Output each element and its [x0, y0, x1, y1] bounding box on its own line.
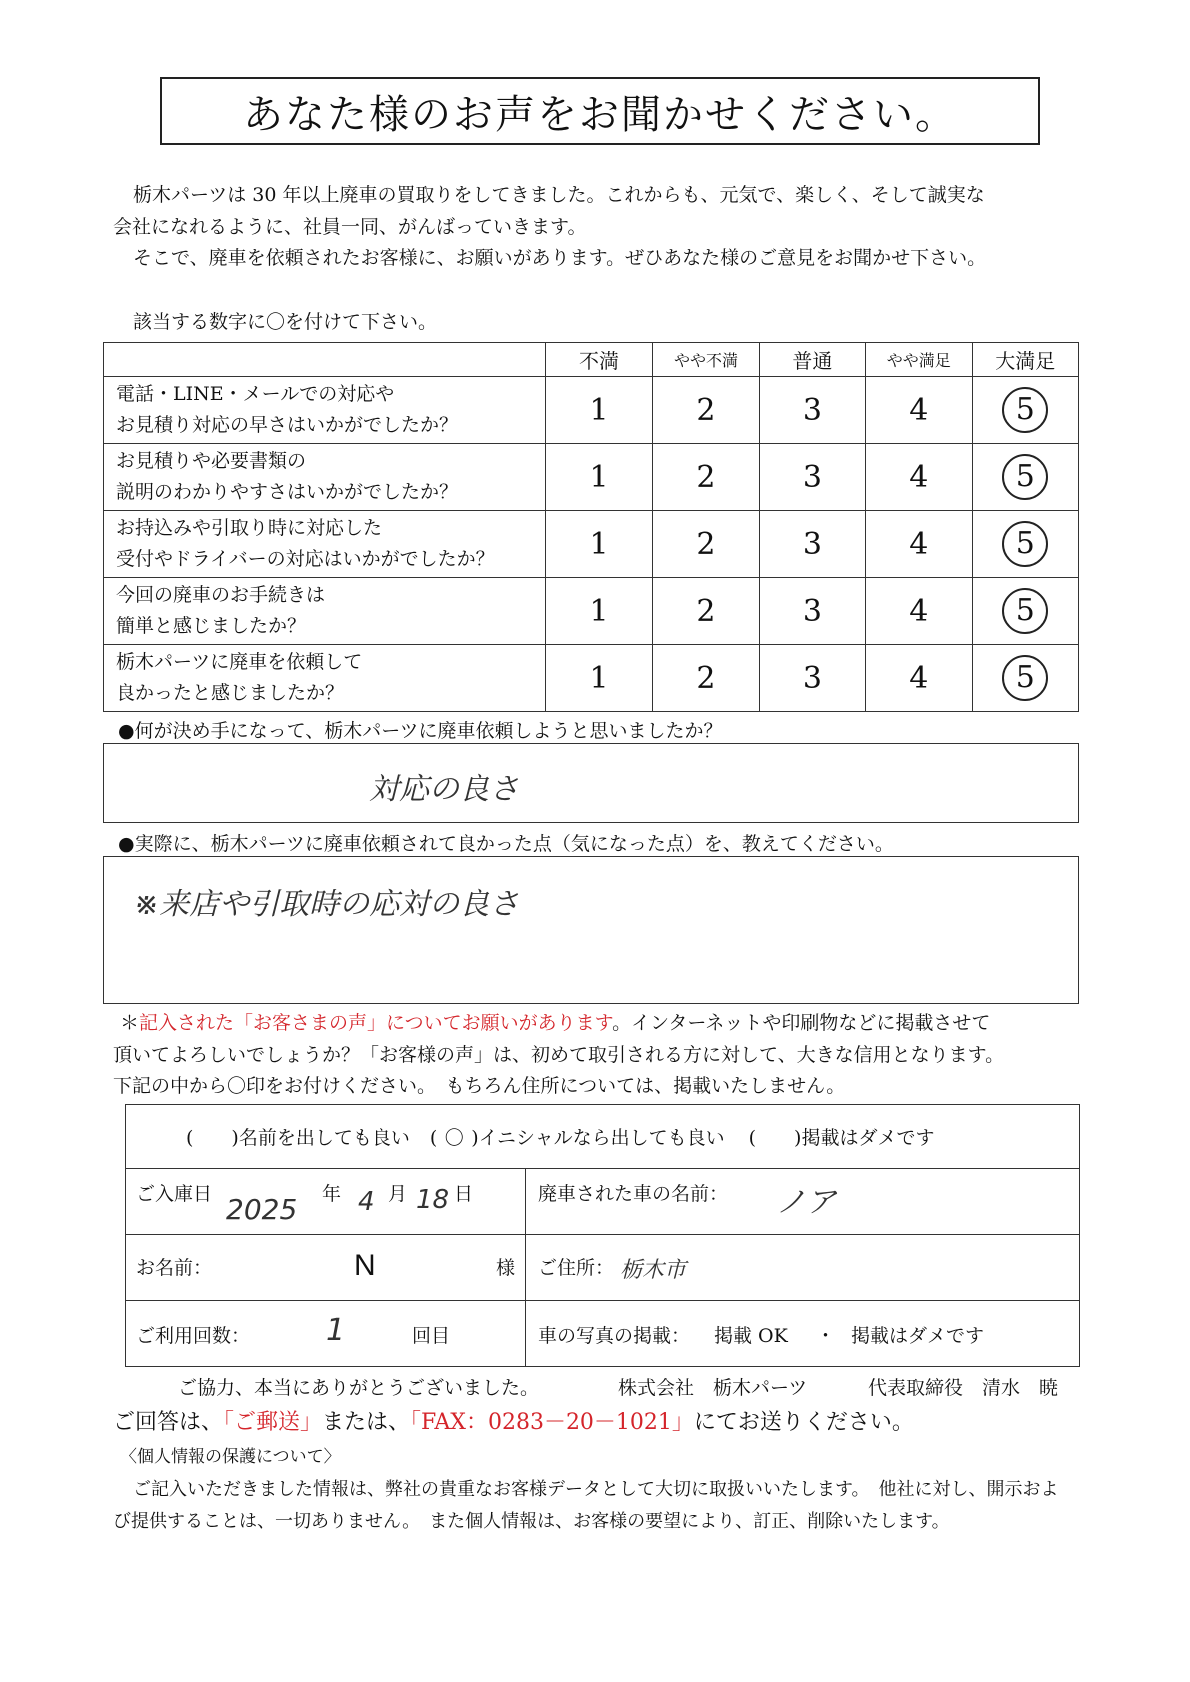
rating-option[interactable]: 3	[759, 377, 865, 444]
title-box	[160, 77, 1040, 145]
intro-line-3: そこで、廃車を依頼されたお客様に、お願いがあります。ぜひあなた様のご意見をお聞かせ下さい。	[133, 247, 987, 269]
question-1-answer-box[interactable]	[103, 743, 1079, 823]
date-cell[interactable]	[126, 1169, 526, 1235]
day-label: 日	[454, 1183, 474, 1205]
survey-question: 電話・LINE・メールでの対応や お見積り対応の早さはいかがでしたか？	[104, 377, 546, 444]
photo-cell[interactable]	[526, 1301, 1080, 1367]
survey-row	[104, 444, 1079, 511]
survey-question: お持込みや引取り時に対応した 受付やドライバーの対応はいかがでしたか？	[104, 511, 546, 578]
rating-option[interactable]: 4	[866, 377, 972, 444]
rating-option-selected[interactable]	[972, 444, 1078, 511]
notice-line-1: ＊記入された「お客さまの声」についてお願いがあります。インターネットや印刷物などに掲載させて	[120, 1012, 991, 1034]
rating-option[interactable]: 4	[866, 578, 972, 645]
rating-option[interactable]: 2	[653, 578, 759, 645]
circled-rating: 5	[1002, 521, 1048, 567]
rating-option-selected[interactable]	[972, 377, 1078, 444]
rating-option-selected[interactable]	[972, 645, 1078, 712]
company-name: 株式会社 栃木パーツ	[618, 1377, 808, 1399]
consent-option-initial[interactable]: ( 〇 )イニシャルなら出しても良い	[429, 1127, 725, 1149]
question-2-answer: ※来店や引取時の応対の良さ	[134, 887, 520, 922]
intro-line-2: 会社になれるように、社員一同、がんばっていきます。	[113, 216, 587, 238]
name-cell[interactable]	[126, 1235, 526, 1301]
rating-option[interactable]: 1	[545, 511, 652, 578]
consent-table	[125, 1104, 1080, 1367]
consent-option-name[interactable]: ( )名前を出しても良い	[186, 1127, 410, 1149]
usage-value: 1	[326, 1313, 346, 1348]
rating-option[interactable]: 2	[653, 444, 759, 511]
circled-rating: 5	[1002, 588, 1048, 634]
consent-options-cell	[126, 1105, 1080, 1169]
col-header: 大満足	[972, 343, 1078, 377]
name-label: お名前：	[136, 1257, 213, 1279]
car-value: ノア	[776, 1185, 836, 1220]
circled-rating: 5	[1002, 454, 1048, 500]
notice-red-text: 記入された「お客さまの声」についてお願いがあります	[139, 1012, 613, 1034]
survey-question: 栃木パーツに廃車を依頼して 良かったと感じましたか？	[104, 645, 546, 712]
survey-header-blank	[104, 343, 546, 377]
rating-option[interactable]: 2	[653, 377, 759, 444]
form-row-usage	[126, 1301, 1080, 1367]
usage-cell[interactable]	[126, 1301, 526, 1367]
privacy-line-2: び提供することは、一切ありません。 また個人情報は、お客様の要望により、訂正、削除いたします。	[113, 1511, 950, 1532]
name-suffix: 様	[496, 1257, 516, 1279]
rating-option[interactable]: 1	[545, 444, 652, 511]
rating-option[interactable]: 2	[653, 645, 759, 712]
survey-header-row	[104, 343, 1079, 377]
survey-table	[103, 342, 1079, 712]
rating-option[interactable]: 3	[759, 511, 865, 578]
rating-option[interactable]: 1	[545, 578, 652, 645]
usage-suffix: 回目	[412, 1325, 451, 1347]
day-value: 18	[416, 1185, 450, 1215]
reply-mail: 「ご郵送」	[223, 1410, 323, 1435]
address-value: 栃木市	[620, 1258, 687, 1283]
survey-question: お見積りや必要書類の 説明のわかりやすさはいかがでしたか？	[104, 444, 546, 511]
reply-instruction: ご回答は、「ご郵送」または、「FAX：0283－20－1021」にてお送りください。	[113, 1410, 914, 1435]
survey-row	[104, 578, 1079, 645]
rating-option[interactable]: 3	[759, 645, 865, 712]
question-2-label: ●実際に、栃木パーツに廃車依頼されて良かった点（気になった点）を、教えてください。	[118, 833, 894, 855]
rating-option[interactable]: 4	[866, 444, 972, 511]
circled-rating: 5	[1002, 387, 1048, 433]
instruction: 該当する数字に〇を付けて下さい。	[133, 311, 438, 333]
form-row-date	[126, 1169, 1080, 1235]
year-label: 年	[322, 1183, 342, 1205]
month-value: 4	[358, 1187, 375, 1217]
usage-label: ご利用回数：	[136, 1325, 251, 1347]
survey-row	[104, 377, 1079, 444]
question-1-answer: 対応の良さ	[369, 772, 519, 807]
intro-line-1: 栃木パーツは 30 年以上廃車の買取りをしてきました。これからも、元気で、楽しく、そして誠実な	[133, 184, 985, 206]
photo-separator: ・	[816, 1325, 836, 1347]
consent-options-row	[126, 1105, 1080, 1169]
photo-ng-option[interactable]: 掲載はダメです	[851, 1325, 985, 1347]
representative: 代表取締役 清水 暁	[868, 1377, 1059, 1399]
thanks-text: ご協力、本当にありがとうございました。	[178, 1377, 540, 1399]
privacy-line-1: ご記入いただきました情報は、弊社の貴重なお客様データとして大切に取扱いいたします。 他社に対し、開示およ	[133, 1479, 1059, 1500]
car-cell[interactable]	[526, 1169, 1080, 1235]
circled-rating: 5	[1002, 655, 1048, 701]
col-header: 不満	[545, 343, 652, 377]
consent-option-none[interactable]: ( )掲載はダメです	[748, 1127, 935, 1149]
col-header: やや不満	[653, 343, 759, 377]
date-label: ご入庫日	[136, 1183, 213, 1205]
privacy-title: 〈個人情報の保護について〉	[120, 1447, 341, 1467]
address-cell[interactable]	[526, 1235, 1080, 1301]
month-label: 月	[388, 1183, 408, 1205]
name-value: N	[354, 1249, 376, 1282]
rating-option-selected[interactable]	[972, 578, 1078, 645]
col-header: やや満足	[866, 343, 972, 377]
address-label: ご住所：	[538, 1257, 615, 1279]
rating-option[interactable]: 2	[653, 511, 759, 578]
notice-line-2: 頂いてよろしいでしょうか？「お客様の声」は、初めて取引される方に対して、大きな信用となります。	[113, 1044, 1005, 1066]
col-header: 普通	[759, 343, 865, 377]
question-1-label: ●何が決め手になって、栃木パーツに廃車依頼しようと思いましたか？	[118, 720, 723, 742]
form-row-name	[126, 1235, 1080, 1301]
survey-row	[104, 645, 1079, 712]
question-2-answer-box[interactable]	[103, 856, 1079, 1004]
reply-fax: 「FAX：0283－20－1021」	[410, 1410, 694, 1435]
photo-label: 車の写真の掲載：	[538, 1325, 691, 1347]
survey-row	[104, 511, 1079, 578]
photo-ok-option[interactable]: 掲載 OK	[714, 1325, 788, 1347]
notice-line-3: 下記の中から〇印をお付けください。 もちろん住所については、掲載いたしません。	[113, 1075, 846, 1097]
rating-option[interactable]: 1	[545, 645, 652, 712]
rating-option[interactable]: 4	[866, 511, 972, 578]
rating-option[interactable]: 1	[545, 377, 652, 444]
year-value: 2025	[226, 1193, 298, 1226]
rating-option[interactable]: 3	[759, 444, 865, 511]
rating-option-selected[interactable]	[972, 511, 1078, 578]
page-title: あなた様のお声をお聞かせください。	[243, 91, 957, 138]
rating-option[interactable]: 4	[866, 645, 972, 712]
rating-option[interactable]: 3	[759, 578, 865, 645]
car-label: 廃車された車の名前：	[538, 1183, 729, 1205]
survey-question: 今回の廃車のお手続きは 簡単と感じましたか？	[104, 578, 546, 645]
